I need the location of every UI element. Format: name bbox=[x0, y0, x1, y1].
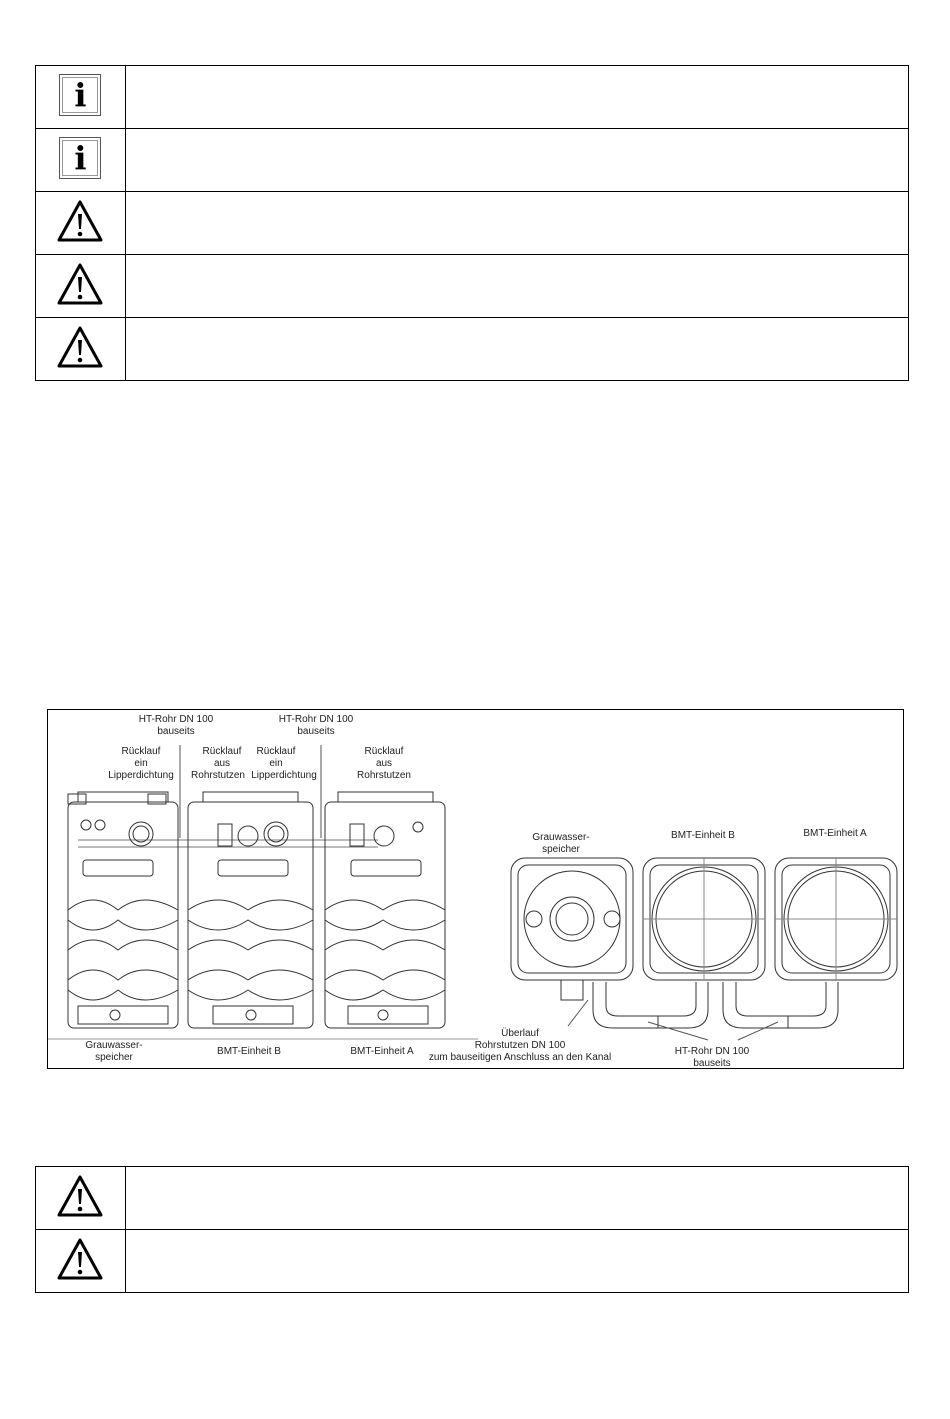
label-ruecklauf-1: Rücklauf bbox=[121, 746, 161, 757]
label-ruecklauf-3: Rücklauf bbox=[256, 746, 296, 757]
label-grauwasser-top: Grauwasser- bbox=[532, 832, 590, 843]
label-bmt-b-top: BMT-Einheit B bbox=[671, 830, 735, 841]
notice-icon-cell bbox=[36, 1167, 126, 1230]
label-ruecklauf-4: Rücklauf bbox=[364, 746, 404, 757]
label-ueberlauf-b: Rohrstutzen DN 100 bbox=[474, 1040, 566, 1051]
label-bmt-a-side: BMT-Einheit A bbox=[350, 1046, 414, 1057]
label-ruecklauf-1-c: Lipperdichtung bbox=[108, 770, 174, 781]
notice-text bbox=[125, 255, 908, 318]
notice-text bbox=[125, 318, 908, 381]
top-notice-table bbox=[35, 65, 909, 381]
info-icon: i bbox=[59, 137, 101, 179]
label-ht-rohr-1: HT-Rohr DN 100 bbox=[138, 714, 214, 725]
label-ht-rohr-2-b: bauseits bbox=[297, 726, 335, 737]
label-ruecklauf-4-c: Rohrstutzen bbox=[357, 770, 411, 781]
notice-row bbox=[36, 318, 909, 381]
label-ueberlauf: Überlauf bbox=[501, 1028, 539, 1039]
notice-row bbox=[36, 1167, 909, 1230]
notice-icon-cell bbox=[36, 255, 126, 318]
label-ruecklauf-4-b: aus bbox=[375, 758, 393, 769]
warning-icon bbox=[56, 1174, 104, 1218]
notice-icon-cell bbox=[36, 318, 126, 381]
label-ht-rohr-3-b: bauseits bbox=[693, 1058, 731, 1069]
label-grauwasser-top-b: speicher bbox=[542, 844, 580, 855]
side-tank-bmt-a bbox=[325, 792, 445, 1028]
notice-icon-cell bbox=[36, 192, 126, 255]
warning-icon bbox=[56, 262, 104, 306]
label-ht-rohr-3: HT-Rohr DN 100 bbox=[674, 1046, 750, 1057]
label-grauwasser-side: Grauwasser- bbox=[85, 1040, 143, 1051]
label-ht-rohr-1-b: bauseits bbox=[157, 726, 195, 737]
warning-icon bbox=[56, 1237, 104, 1281]
top-tank-bmt-a bbox=[775, 858, 897, 980]
notice-text bbox=[125, 66, 908, 129]
label-ht-rohr-2: HT-Rohr DN 100 bbox=[278, 714, 354, 725]
diagram-drawing bbox=[48, 710, 905, 1070]
notice-text bbox=[125, 192, 908, 255]
side-tank-grauwasser bbox=[68, 792, 178, 1028]
notice-icon-cell bbox=[36, 129, 126, 192]
notice-icon-cell bbox=[36, 66, 126, 129]
label-grauwasser-side-b: speicher bbox=[95, 1052, 133, 1063]
top-tank-bmt-b bbox=[643, 858, 765, 980]
label-bmt-a-top: BMT-Einheit A bbox=[803, 828, 867, 839]
top-tank-grauwasser bbox=[511, 858, 633, 1000]
side-tank-bmt-b bbox=[188, 792, 313, 1028]
bottom-notice-table bbox=[35, 1166, 909, 1293]
label-ruecklauf-2-c: Rohrstutzen bbox=[191, 770, 245, 781]
top-view-pipes bbox=[593, 982, 838, 1028]
installation-diagram bbox=[47, 709, 904, 1069]
notice-text bbox=[125, 1167, 908, 1230]
notice-row bbox=[36, 192, 909, 255]
label-bmt-b-side: BMT-Einheit B bbox=[217, 1046, 281, 1057]
label-ruecklauf-1-b: ein bbox=[134, 758, 148, 769]
notice-text bbox=[125, 129, 908, 192]
warning-icon bbox=[56, 325, 104, 369]
notice-icon-cell bbox=[36, 1230, 126, 1293]
label-ueberlauf-c: zum bauseitigen Anschluss an den Kanal bbox=[428, 1052, 612, 1063]
notice-row bbox=[36, 129, 909, 192]
notice-row bbox=[36, 255, 909, 318]
notice-text bbox=[125, 1230, 908, 1293]
label-ruecklauf-2-b: aus bbox=[213, 758, 231, 769]
label-ruecklauf-3-c: Lipperdichtung bbox=[251, 770, 317, 781]
notice-row bbox=[36, 1230, 909, 1293]
label-ruecklauf-2: Rücklauf bbox=[202, 746, 242, 757]
warning-icon bbox=[56, 199, 104, 243]
label-ruecklauf-3-b: ein bbox=[269, 758, 283, 769]
notice-row bbox=[36, 66, 909, 129]
info-icon: i bbox=[59, 74, 101, 116]
